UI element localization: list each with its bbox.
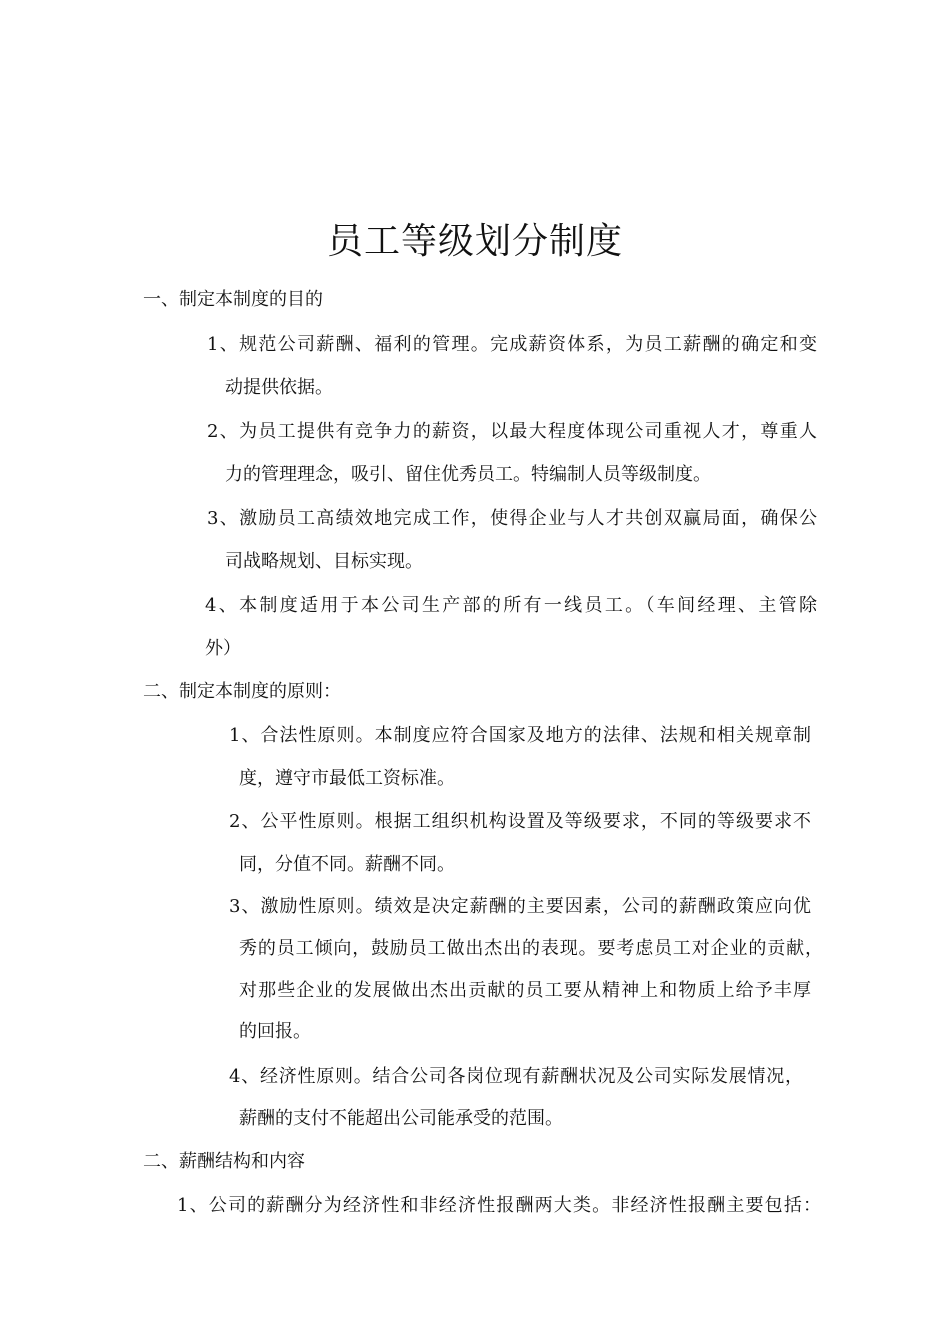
paragraph-line: 4、本制度适用于本公司生产部的所有一线员工。（车间经理、主管除 (205, 595, 817, 616)
paragraph-line: 力的管理理念，吸引、留住优秀员工。特编制人员等级制度。 (225, 464, 711, 485)
paragraph-line: 动提供依据。 (225, 377, 333, 398)
paragraph-line: 4、经济性原则。结合公司各岗位现有薪酬状况及公司实际发展情况， (229, 1066, 803, 1087)
paragraph-line: 司战略规划、目标实现。 (225, 551, 423, 572)
paragraph-line: 3、激励员工高绩效地完成工作，使得企业与人才共创双赢局面，确保公 (207, 508, 817, 529)
paragraph-line: 薪酬的支付不能超出公司能承受的范围。 (239, 1108, 563, 1129)
section-heading-purpose: 一、制定本制度的目的 (143, 289, 323, 310)
document-title: 员工等级划分制度 (326, 221, 623, 262)
section-heading-principles: 二、制定本制度的原则： (143, 681, 341, 702)
paragraph-line: 1、公司的薪酬分为经济性和非经济性报酬两大类。非经济性报酬主要包括： (177, 1195, 821, 1216)
paragraph-line: 2、公平性原则。根据工组织机构设置及等级要求，不同的等级要求不 (229, 811, 811, 832)
paragraph-line: 对那些企业的发展做出杰出贡献的员工要从精神上和物质上给予丰厚 (239, 980, 811, 1001)
section-heading-salary-structure: 二、薪酬结构和内容 (143, 1151, 305, 1172)
paragraph-line: 2、为员工提供有竞争力的薪资，以最大程度体现公司重视人才，尊重人 (207, 421, 817, 442)
paragraph-line: 1、规范公司薪酬、福利的管理。完成薪资体系，为员工薪酬的确定和变 (207, 334, 817, 355)
paragraph-line: 的回报。 (239, 1021, 311, 1042)
paragraph-line: 外） (205, 638, 241, 659)
paragraph-line: 秀的员工倾向，鼓励员工做出杰出的表现。要考虑员工对企业的贡献， (239, 938, 823, 959)
paragraph-line: 3、激励性原则。绩效是决定薪酬的主要因素，公司的薪酬政策应向优 (229, 896, 811, 917)
paragraph-line: 同，分值不同。薪酬不同。 (239, 854, 455, 875)
paragraph-line: 1、合法性原则。本制度应符合国家及地方的法律、法规和相关规章制 (229, 725, 811, 746)
paragraph-line: 度，遵守市最低工资标准。 (239, 768, 455, 789)
